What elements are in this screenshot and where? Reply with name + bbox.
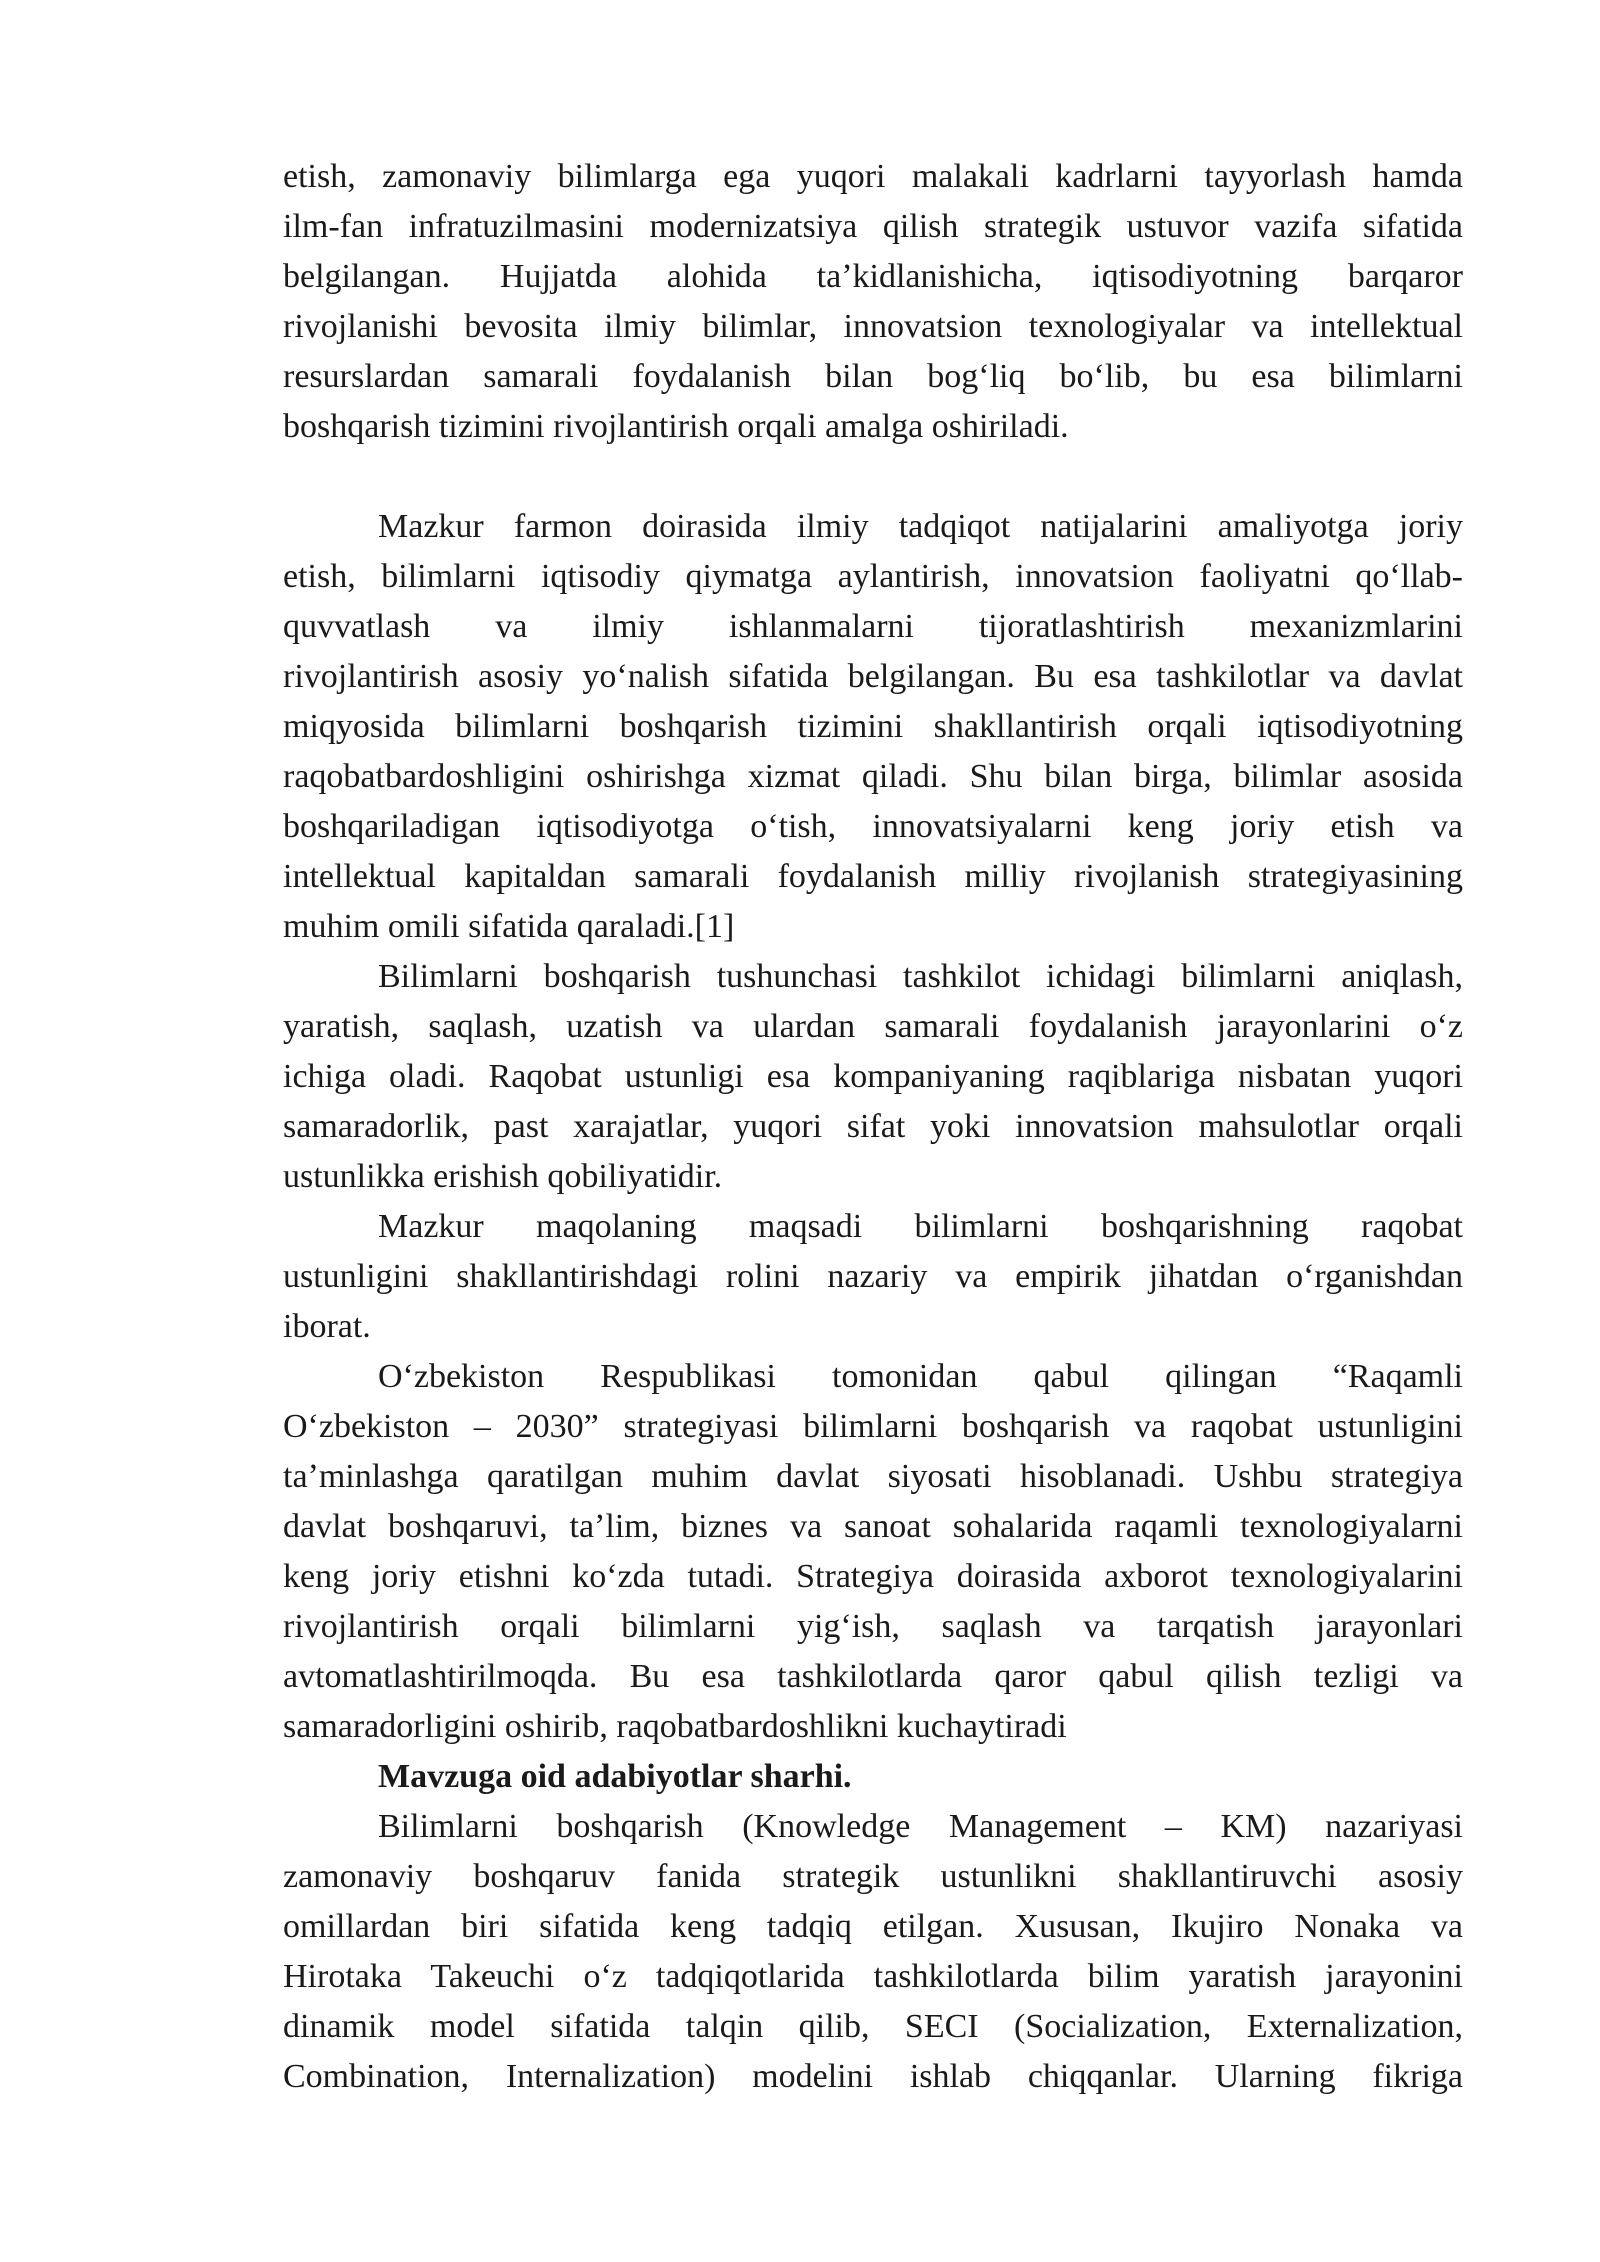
text-line: rivojlanishi bevosita ilmiy bilimlar, innovatsion texnologiyalar va intellektual bbox=[283, 308, 1463, 345]
text-line: Oʻzbekiston – 2030” strategiyasi bilimlarni boshqarish va raqobat ustunligini bbox=[283, 1408, 1463, 1445]
paragraph bbox=[283, 152, 1463, 452]
text-line: ustunlikka erishish qobiliyatidir. bbox=[283, 1158, 723, 1195]
text-line: muhim omili sifatida qaraladi.[1] bbox=[283, 908, 735, 945]
text-line: belgilangan. Hujjatda alohida taʼkidlanishicha, iqtisodiyotning barqaror bbox=[283, 258, 1463, 295]
paragraph bbox=[283, 502, 1463, 952]
text-line: dinamik model sifatida talqin qilib, SECI (Socialization, Externalization, bbox=[283, 2008, 1463, 2045]
text-line: davlat boshqaruvi, taʼlim, biznes va sanoat sohalarida raqamli texnologiyalarni bbox=[283, 1508, 1463, 1545]
text-line: Combination, Internalization) modelini ishlab chiqqanlar. Ularning fikriga bbox=[283, 2058, 1463, 2095]
text-line: taʼminlashga qaratilgan muhim davlat siyosati hisoblanadi. Ushbu strategiya bbox=[283, 1458, 1463, 1495]
text-line: Bilimlarni boshqarish tushunchasi tashkilot ichidagi bilimlarni aniqlash, bbox=[378, 958, 1463, 995]
section-heading bbox=[283, 1752, 1463, 1802]
text-line: rivojlantirish orqali bilimlarni yigʻish, saqlash va tarqatish jarayonlari bbox=[283, 1608, 1463, 1645]
text-line: Bilimlarni boshqarish (Knowledge Management – KM) nazariyasi bbox=[378, 1808, 1463, 1845]
text-line: Mazkur farmon doirasida ilmiy tadqiqot natijalarini amaliyotga joriy bbox=[378, 508, 1463, 545]
document-body bbox=[283, 152, 1463, 2102]
text-line: Mazkur maqolaning maqsadi bilimlarni boshqarishning raqobat bbox=[378, 1208, 1463, 1245]
text-line: samaradorligini oshirib, raqobatbardoshlikni kuchaytiradi bbox=[283, 1708, 1067, 1745]
paragraph bbox=[283, 952, 1463, 1202]
text-line: boshqarish tizimini rivojlantirish orqali amalga oshiriladi. bbox=[283, 408, 1069, 445]
text-line: Oʻzbekiston Respublikasi tomonidan qabul qilingan “Raqamli bbox=[378, 1358, 1463, 1395]
paragraph bbox=[283, 1352, 1463, 1752]
text-line: ichiga oladi. Raqobat ustunligi esa kompaniyaning raqiblariga nisbatan yuqori bbox=[283, 1058, 1463, 1095]
text-line: boshqariladigan iqtisodiyotga oʻtish, innovatsiyalarni keng joriy etish va bbox=[283, 808, 1463, 845]
text-line: ilm-fan infratuzilmasini modernizatsiya qilish strategik ustuvor vazifa sifatida bbox=[283, 208, 1463, 245]
text-line: etish, bilimlarni iqtisodiy qiymatga aylantirish, innovatsion faoliyatni qoʻllab- bbox=[283, 558, 1463, 595]
text-line: omillardan biri sifatida keng tadqiq etilgan. Xususan, Ikujiro Nonaka va bbox=[283, 1908, 1463, 1945]
text-line: yaratish, saqlash, uzatish va ulardan samarali foydalanish jarayonlarini oʻz bbox=[283, 1008, 1463, 1045]
text-line: keng joriy etishni koʻzda tutadi. Strategiya doirasida axborot texnologiyalarini bbox=[283, 1558, 1463, 1595]
text-line: rivojlantirish asosiy yoʻnalish sifatida belgilangan. Bu esa tashkilotlar va davlat bbox=[283, 658, 1463, 695]
text-line: ustunligini shakllantirishdagi rolini nazariy va empirik jihatdan oʻrganishdan bbox=[283, 1258, 1463, 1295]
text-line: etish, zamonaviy bilimlarga ega yuqori malakali kadrlarni tayyorlash hamda bbox=[283, 158, 1463, 195]
text-line: intellektual kapitaldan samarali foydalanish milliy rivojlanish strategiyasining bbox=[283, 858, 1463, 895]
text-line: raqobatbardoshligini oshirishga xizmat qiladi. Shu bilan birga, bilimlar asosida bbox=[283, 758, 1463, 795]
text-line: avtomatlashtirilmoqda. Bu esa tashkilotlarda qaror qabul qilish tezligi va bbox=[283, 1658, 1463, 1695]
text-line: resurslardan samarali foydalanish bilan bogʻliq boʻlib, bu esa bilimlarni bbox=[283, 358, 1463, 395]
text-line: quvvatlash va ilmiy ishlanmalarni tijoratlashtirish mexanizmlarini bbox=[283, 608, 1463, 645]
text-line: Hirotaka Takeuchi oʻz tadqiqotlarida tashkilotlarda bilim yaratish jarayonini bbox=[283, 1958, 1463, 1995]
paragraph bbox=[283, 1802, 1463, 2102]
text-line: samaradorlik, past xarajatlar, yuqori sifat yoki innovatsion mahsulotlar orqali bbox=[283, 1108, 1463, 1145]
paragraph bbox=[283, 1202, 1463, 1352]
text-line: iborat. bbox=[283, 1308, 371, 1345]
text-line: Mavzuga oid adabiyotlar sharhi. bbox=[378, 1758, 852, 1795]
blank-line bbox=[283, 452, 1463, 502]
text-line: zamonaviy boshqaruv fanida strategik ustunlikni shakllantiruvchi asosiy bbox=[283, 1858, 1463, 1895]
text-line: miqyosida bilimlarni boshqarish tizimini shakllantirish orqali iqtisodiyotning bbox=[283, 708, 1463, 745]
